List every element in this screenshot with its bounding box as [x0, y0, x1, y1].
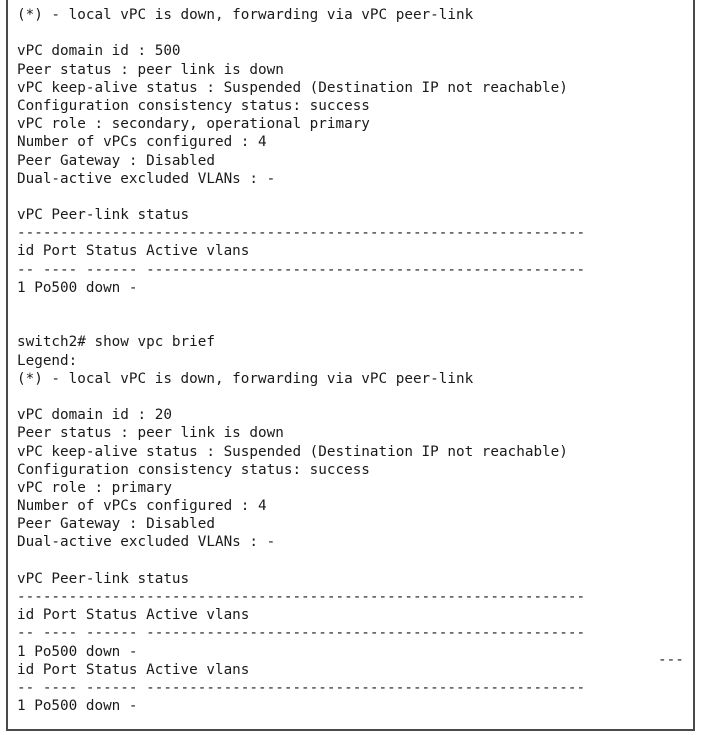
peer-link-status-heading-2: vPC Peer-link status	[17, 570, 190, 587]
vpcs-configured-line-1: Number of vPCs configured : 4	[17, 134, 267, 151]
consistency-status-line-2: Configuration consistency status: success	[17, 461, 370, 478]
terminal-output	[17, 6, 585, 715]
blank-line	[17, 315, 585, 333]
peer-status-line-2: Peer status : peer link is down	[17, 425, 284, 442]
legend-heading-line: Legend:	[17, 352, 78, 369]
peer-status-line-1: Peer status : peer link is down	[17, 61, 284, 78]
peer-gateway-line-1: Peer Gateway : Disabled	[17, 152, 215, 169]
table-underline: -- ---- ------ ---------------------------------------------------	[17, 679, 586, 696]
keepalive-status-line-2: vPC keep-alive status : Suspended (Destination IP not reachable)	[17, 443, 568, 460]
legend-local-vpc-down-line-2: (*) - local vPC is down, forwarding via vPC peer-link	[17, 370, 474, 387]
command-prompt-line: switch2# show vpc brief	[17, 334, 215, 351]
blank-line	[17, 24, 585, 42]
terminal-output-frame	[6, 0, 695, 731]
blank-line	[17, 297, 585, 315]
peer-gateway-line-2: Peer Gateway : Disabled	[17, 516, 215, 533]
keepalive-status-line-1: vPC keep-alive status : Suspended (Destination IP not reachable)	[17, 79, 568, 96]
table-underline: -- ---- ------ ---------------------------------------------------	[17, 261, 586, 278]
vpc-role-line-1: vPC role : secondary, operational primary	[17, 116, 370, 133]
table-header-line: id Port Status Active vlans	[17, 243, 250, 260]
table-row: 1 Po500 down -	[17, 643, 138, 660]
table-header-line: id Port Status Active vlans	[17, 661, 250, 678]
table-underline: -- ---- ------ ---------------------------------------------------	[17, 625, 586, 642]
blank-line	[17, 552, 585, 570]
stray-dashes-mark: ---	[658, 652, 684, 668]
dual-active-vlans-line-2: Dual-active excluded VLANs : -	[17, 534, 276, 551]
consistency-status-line-1: Configuration consistency status: success	[17, 97, 370, 114]
separator-line: ------------------------------------------------------------------	[17, 589, 586, 605]
legend-local-vpc-down-line-1: (*) - local vPC is down, forwarding via vPC peer-link	[17, 7, 474, 23]
blank-line	[17, 188, 585, 206]
dual-active-vlans-line-1: Dual-active excluded VLANs : -	[17, 170, 276, 187]
vpc-domain-id-line-2: vPC domain id : 20	[17, 407, 172, 424]
vpc-domain-id-line-1: vPC domain id : 500	[17, 43, 181, 60]
vpc-role-line-2: vPC role : primary	[17, 479, 172, 496]
blank-line	[17, 388, 585, 406]
table-row: 1 Po500 down -	[17, 279, 138, 296]
vpcs-configured-line-2: Number of vPCs configured : 4	[17, 498, 267, 515]
table-header-line: id Port Status Active vlans	[17, 607, 250, 624]
separator-line: ------------------------------------------------------------------	[17, 225, 586, 242]
peer-link-status-heading-1: vPC Peer-link status	[17, 207, 190, 224]
table-row: 1 Po500 down -	[17, 698, 138, 715]
